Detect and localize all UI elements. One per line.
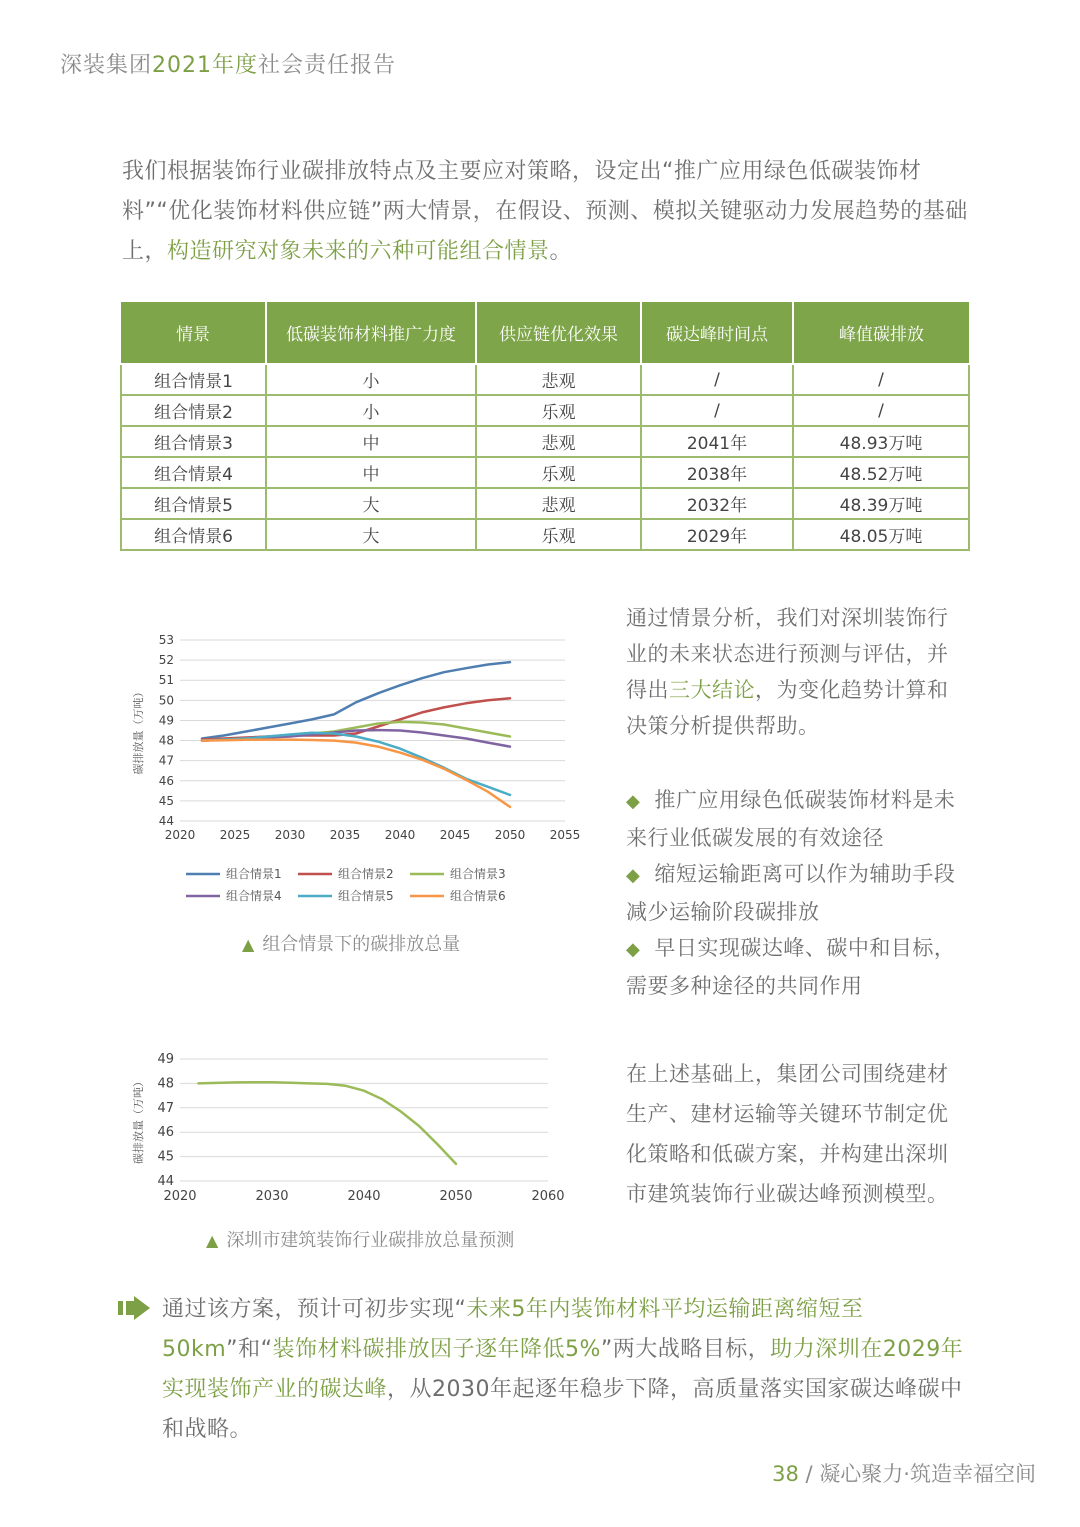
table-cell: 小: [266, 364, 476, 395]
intro-end: 。: [549, 239, 573, 264]
series-line: [202, 698, 510, 739]
y-axis-label: 碳排放量（万吨）: [132, 686, 145, 775]
y-tick-label: 49: [157, 1052, 174, 1067]
diamond-bullet-icon: ◆: [626, 865, 641, 886]
analysis-text-2: ，为变化趋势计算和决策分析提供帮助。: [626, 678, 949, 738]
intro-text: 我们根据装饰行业碳排放特点及主要应对策略，设定出“推广应用绿色低碳装饰材料”“优化装饰材料供应链”两大情景，在假设、预测、模拟关键驱动力发展趋势的基础上，: [122, 159, 968, 264]
table-cell: /: [641, 395, 793, 426]
y-tick-label: 46: [158, 773, 174, 788]
x-tick-label: 2040: [384, 828, 416, 842]
table-cell: 组合情景2: [121, 395, 266, 426]
table-cell: 大: [266, 488, 476, 519]
table-cell: 大: [266, 519, 476, 550]
table-cell: 48.05万吨: [793, 519, 969, 550]
table-header-row: [121, 302, 969, 364]
table-cell: 小: [266, 395, 476, 426]
y-tick-label: 48: [158, 733, 174, 748]
table-cell: 乐观: [476, 457, 641, 488]
table-row: [121, 488, 969, 519]
scenario-emissions-chart: [120, 625, 590, 915]
table-cell: 组合情景6: [121, 519, 266, 550]
table-header-cell: 低碳装饰材料推广力度: [266, 302, 476, 364]
report-header: [60, 48, 396, 79]
analysis-text-1: 通过情景分析，我们对深圳装饰行业的未来状态进行预测与评估，并得出: [626, 606, 949, 702]
table-cell: 2038年: [641, 457, 793, 488]
conclusion-text: 推广应用绿色低碳装饰材料是未来行业低碳发展的有效途径: [626, 788, 956, 850]
table-cell: 48.39万吨: [793, 488, 969, 519]
x-tick-label: 2045: [439, 828, 471, 842]
x-tick-label: 2025: [219, 828, 251, 842]
shenzhen-forecast-chart: [120, 1045, 590, 1220]
series-line: [198, 1082, 456, 1164]
x-tick-label: 2060: [531, 1189, 565, 1204]
table-cell: 乐观: [476, 519, 641, 550]
table-cell: 2041年: [641, 426, 793, 457]
final-text-1: 通过该方案，预计可初步实现“: [162, 1297, 467, 1322]
table-header-cell: 峰值碳排放: [793, 302, 969, 364]
legend-label: 组合情景1: [226, 867, 282, 881]
table-cell: /: [793, 364, 969, 395]
x-tick-label: 2020: [163, 1189, 197, 1204]
triangle-icon: ▲: [242, 935, 255, 954]
page-number: 38: [772, 1462, 799, 1486]
scenario-table: [120, 302, 970, 551]
final-goal-1: 未来5年内装饰材料平均运输距离缩短至50km: [162, 1297, 864, 1362]
final-text-2: ”和“: [226, 1337, 273, 1362]
analysis-highlight: 三大结论: [669, 678, 755, 702]
table-row: [121, 457, 969, 488]
x-tick-label: 2035: [329, 828, 361, 842]
y-tick-label: 51: [158, 673, 174, 688]
diamond-bullet-icon: ◆: [626, 939, 641, 960]
y-tick-label: 48: [157, 1076, 174, 1092]
conclusion-item: [626, 856, 971, 930]
table-cell: 悲观: [476, 488, 641, 519]
header-suffix: 社会责任报告: [258, 53, 397, 78]
header-prefix: 深装集团: [60, 53, 153, 78]
page-footer: [772, 1458, 1036, 1488]
table-cell: 组合情景5: [121, 488, 266, 519]
table-header-cell: 碳达峰时间点: [641, 302, 793, 364]
final-goal-3: 助力深圳在2029年实现装饰产业的碳达峰: [162, 1337, 964, 1402]
x-tick-label: 2030: [255, 1189, 289, 1204]
model-paragraph: 在上述基础上，集团公司围绕建材生产、建材运输等关键环节制定优化策略和低碳方案，并构建出深圳市建筑装饰行业碳达峰预测模型。: [626, 1062, 949, 1206]
table-cell: 48.93万吨: [793, 426, 969, 457]
table-cell: 中: [266, 457, 476, 488]
table-cell: /: [793, 395, 969, 426]
table-header-cell: 供应链优化效果: [476, 302, 641, 364]
analysis-paragraph: [626, 600, 966, 744]
x-tick-label: 2040: [347, 1189, 381, 1204]
chart2-caption-text: 深圳市建筑装饰行业碳排放总量预测: [226, 1230, 515, 1251]
legend-label: 组合情景4: [226, 889, 282, 903]
table-cell: 乐观: [476, 395, 641, 426]
intro-highlight: 构造研究对象未来的六种可能组合情景: [167, 239, 550, 264]
y-tick-label: 47: [157, 1100, 174, 1116]
chart1-caption-text: 组合情景下的碳排放总量: [262, 934, 461, 955]
conclusion-text: 缩短运输距离可以作为辅助手段减少运输阶段碳排放: [626, 862, 956, 924]
y-tick-label: 49: [158, 713, 174, 728]
diamond-bullet-icon: ◆: [626, 791, 641, 812]
legend-label: 组合情景5: [338, 889, 394, 903]
header-year: 2021年度: [152, 53, 259, 78]
final-text-3: ”两大战略目标，: [600, 1337, 771, 1362]
y-tick-label: 50: [158, 693, 174, 708]
conclusions-list: [626, 782, 971, 1004]
x-tick-label: 2050: [439, 1189, 473, 1204]
final-paragraph: [162, 1290, 972, 1450]
intro-paragraph: [122, 152, 972, 272]
legend-label: 组合情景2: [338, 867, 394, 881]
y-tick-label: 45: [157, 1149, 174, 1165]
legend-label: 组合情景3: [450, 867, 506, 881]
conclusion-item: [626, 782, 971, 856]
conclusion-text: 早日实现碳达峰、碳中和目标，需要多种途径的共同作用: [626, 936, 956, 998]
table-cell: 中: [266, 426, 476, 457]
y-tick-label: 52: [158, 653, 174, 668]
table-cell: 组合情景3: [121, 426, 266, 457]
triangle-icon: ▲: [206, 1231, 219, 1250]
x-tick-label: 2050: [494, 828, 526, 842]
table-cell: 悲观: [476, 426, 641, 457]
table-cell: 组合情景1: [121, 364, 266, 395]
table-row: [121, 395, 969, 426]
y-tick-label: 44: [157, 1174, 174, 1189]
y-axis-label: 碳排放量（万吨）: [132, 1076, 145, 1164]
legend-label: 组合情景6: [450, 889, 506, 903]
footer-slogan: 凝心聚力·筑造幸福空间: [819, 1462, 1036, 1486]
x-tick-label: 2055: [549, 828, 581, 842]
table-row: [121, 519, 969, 550]
table-header-cell: 情景: [121, 302, 266, 364]
final-text-4: ，从2030年起逐年稳步下降，高质量落实国家碳达峰碳中和战略。: [162, 1377, 963, 1442]
chart1-caption: [242, 930, 460, 956]
y-tick-label: 45: [158, 793, 174, 808]
table-cell: 2032年: [641, 488, 793, 519]
table-row: [121, 426, 969, 457]
table-cell: 悲观: [476, 364, 641, 395]
footer-separator: /: [798, 1462, 820, 1486]
y-tick-label: 53: [158, 633, 174, 647]
series-line: [202, 740, 510, 807]
table-cell: 2029年: [641, 519, 793, 550]
table-cell: /: [641, 364, 793, 395]
y-tick-label: 47: [158, 753, 174, 768]
chart2-caption: [206, 1226, 514, 1252]
y-tick-label: 44: [158, 814, 174, 828]
table-row: [121, 364, 969, 395]
final-goal-2: 装饰材料碳排放因子逐年降低5%: [272, 1337, 601, 1362]
x-tick-label: 2020: [164, 828, 196, 842]
conclusion-item: [626, 930, 971, 1004]
x-tick-label: 2030: [274, 828, 306, 842]
table-cell: 48.52万吨: [793, 457, 969, 488]
arrow-right-icon: [118, 1296, 150, 1320]
table-cell: 组合情景4: [121, 457, 266, 488]
y-tick-label: 46: [157, 1125, 174, 1141]
